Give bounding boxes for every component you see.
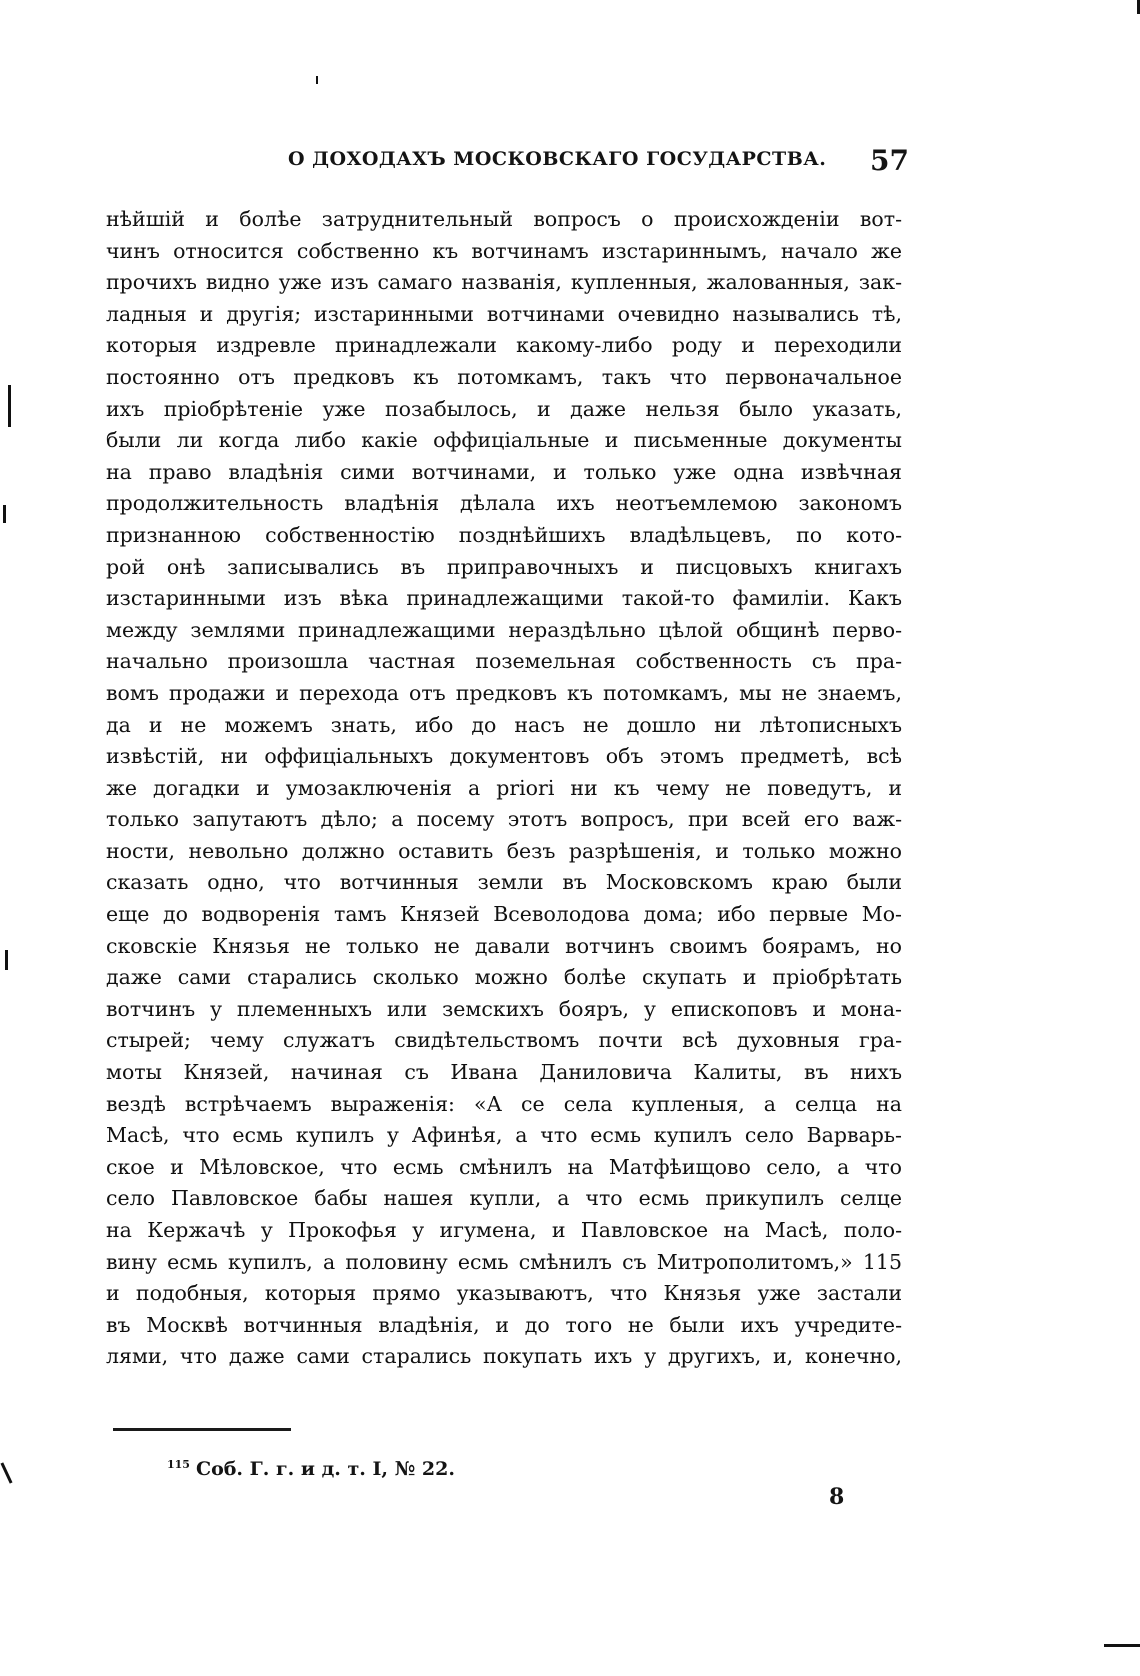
running-title: О ДОХОДАХЪ МОСКОВСКАГО ГОСУДАРСТВА. [288,148,827,170]
main-text [106,204,902,1373]
text-line: прочихъ видно уже изъ самаго названія, купленныя, жалованныя, зак- [106,270,902,295]
text-line: же догадки и умозаключенія a priori ни къ чему не поведутъ, и [106,775,902,800]
text-line: село Павловское бабы нашея купли, а что есмь прикупилъ селце [106,1186,902,1211]
text-line: ское и Мѣловское, что есмь смѣнилъ на Матфѣищово село, а что [106,1154,902,1179]
text-line: ности, невольно должно оставить безъ разрѣшенія, и только можно [106,838,902,863]
text-line: моты Князей, начиная съ Ивана Даниловича Калиты, въ нихъ [106,1060,902,1085]
scan-mark [1104,1644,1140,1647]
text-line: которыя издревле принадлежали какому-либо роду и переходили [106,333,902,358]
text-line: лями, что даже сами старались покупать ихъ у другихъ, и, конечно, [106,1344,902,1369]
text-line: рой онѣ записывались въ приправочныхъ и писцовыхъ книгахъ [106,554,902,579]
text-line: только запутаютъ дѣло; а посему этотъ вопросъ, при всей его важ- [106,807,902,832]
footnote-rule [113,1428,291,1431]
text-line: въ Москвѣ вотчинныя владѣнія, и до того не были ихъ учредите- [106,1312,902,1337]
text-line: извѣстій, ни оффиціальныхъ документовъ объ этомъ предметѣ, всѣ [106,744,902,769]
scan-mark [8,385,11,427]
text-line: стырей; чему служатъ свидѣтельствомъ почти всѣ духовныя гра- [106,1028,902,1053]
scan-mark [0,1462,12,1483]
signature-mark: 8 [829,1484,845,1510]
text-line: Масѣ, что есмь купилъ у Афинѣя, а что есмь купилъ село Варварь- [106,1123,902,1148]
text-line: начально произошла частная поземельная собственность съ пра- [106,649,902,674]
text-line: и подобныя, которыя прямо указываютъ, что Князья уже застали [106,1281,902,1306]
text-line: да и не можемъ знать, ибо до насъ не дошло ни лѣтописныхъ [106,712,902,737]
footnote-number: 115 [167,1458,190,1471]
text-line: сказать одно, что вотчинныя земли въ Московскомъ краю были [106,870,902,895]
text-line: постоянно отъ предковъ къ потомкамъ, такъ что первоначальное [106,364,902,389]
text-line: ладныя и другія; изстаринными вотчинами очевидно назывались тѣ, [106,301,902,326]
footnote [167,1458,455,1480]
text-line: вотчинъ у племенныхъ или земскихъ бояръ, у епископовъ и мона- [106,996,902,1021]
text-line: сковскіе Князья не только не давали вотчинъ своимъ боярамъ, но [106,933,902,958]
text-line: на право владѣнія сими вотчинами, и только уже одна извѣчная [106,459,902,484]
text-line: еще до водворенія тамъ Князей Всеволодова дома; ибо первые Мо- [106,902,902,927]
page-number: 57 [870,144,909,177]
text-line: даже сами старались сколько можно болѣе скупать и пріобрѣтать [106,965,902,990]
text-line: нѣйшій и болѣе затруднительный вопросъ о происхожденіи вот- [106,207,902,231]
text-line: продолжительность владѣнія дѣлала ихъ неотъемлемою закономъ [106,491,902,516]
scan-mark [3,505,6,523]
text-line: на Кержачѣ у Прокофья у игумена, и Павловское на Масѣ, поло- [106,1218,902,1242]
text-line: изстаринными изъ вѣка принадлежащими такой-то фамиліи. Какъ [106,586,902,611]
scan-mark [316,76,318,84]
text-line: вину есмь купилъ, а половину есмь смѣнилъ съ Митрополитомъ,» 115 [106,1249,902,1274]
scan-mark [5,950,8,970]
text-line: ихъ пріобрѣтеніе уже позабылось, и даже нельзя было указать, [106,396,902,421]
text-line: вомъ продажи и перехода отъ предковъ къ потомкамъ, мы не знаемъ, [106,680,902,705]
footnote-text: Соб. Г. г. и д. т. I, № 22. [195,1458,455,1480]
text-line: вездѣ встрѣчаемъ выраженія: «А се села купленыя, а селца на [106,1091,902,1116]
text-line: чинъ относится собственно къ вотчинамъ изстариннымъ, начало же [106,238,902,263]
text-line: между землями принадлежащими нераздѣльно цѣлой общинѣ перво- [106,617,902,642]
text-line: признанною собственностію позднѣйшихъ владѣльцевъ, по кото- [106,522,902,547]
text-line: были ли когда либо какіе оффиціальные и письменные документы [106,428,902,453]
